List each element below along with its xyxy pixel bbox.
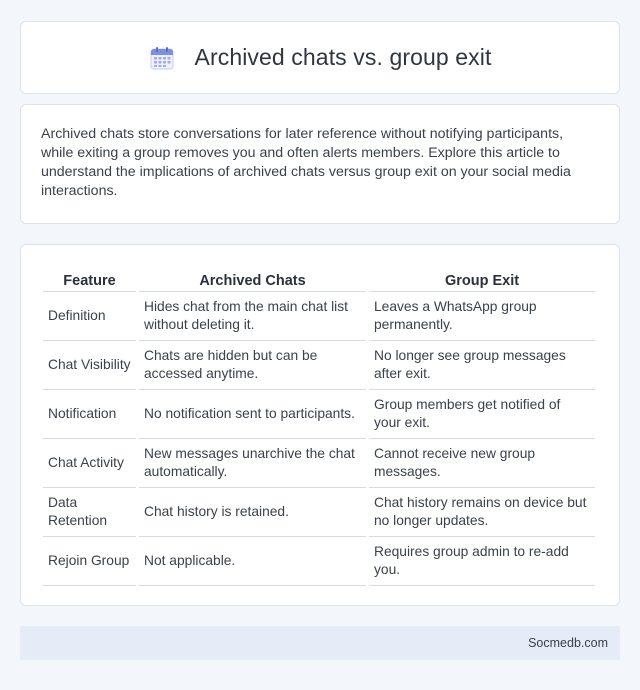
cell-feature: Definition: [43, 292, 136, 341]
footer-site-name: Socmedb.com: [528, 636, 608, 650]
cell-exit: Cannot receive new group messages.: [369, 439, 595, 488]
comparison-table: [40, 265, 598, 586]
cell-feature: Chat Activity: [43, 439, 136, 488]
cell-archived: Hides chat from the main chat list without deleting it.: [139, 292, 366, 341]
cell-archived: No notification sent to participants.: [139, 390, 366, 439]
page-title: Archived chats vs. group exit: [194, 44, 492, 70]
cell-feature: Chat Visibility: [43, 341, 136, 390]
header-feature: Feature: [43, 265, 136, 292]
cell-exit: Group members get notified of your exit.: [369, 390, 595, 439]
table-header-row: [43, 265, 595, 292]
table-card: [20, 244, 620, 606]
intro-card: [20, 104, 620, 224]
title-wrap: [149, 44, 492, 71]
cell-exit: Requires group admin to re-add you.: [369, 537, 595, 586]
table-row: [43, 537, 595, 586]
intro-paragraph: Archived chats store conversations for later reference without notifying participants, while exiting a group removes you and often alerts members. Explore this article to understand the implications of archived chats versus group exit on your social media interactions.: [41, 126, 571, 199]
table-row: [43, 341, 595, 390]
header-archived-chats: Archived Chats: [139, 265, 366, 292]
footer-bar: [20, 626, 620, 660]
cell-archived: New messages unarchive the chat automatically.: [139, 439, 366, 488]
cell-feature: Rejoin Group: [43, 537, 136, 586]
cell-archived: Chat history is retained.: [139, 488, 366, 537]
cell-feature: Notification: [43, 390, 136, 439]
cell-exit: No longer see group messages after exit.: [369, 341, 595, 390]
header-group-exit: Group Exit: [369, 265, 595, 292]
table-row: [43, 390, 595, 439]
title-card: [20, 21, 620, 94]
table-row: [43, 488, 595, 537]
table-row: [43, 439, 595, 488]
cell-exit: Chat history remains on device but no longer updates.: [369, 488, 595, 537]
table-row: [43, 292, 595, 341]
cell-feature: Data Retention: [43, 488, 136, 537]
cell-exit: Leaves a WhatsApp group permanently.: [369, 292, 595, 341]
cell-archived: Not applicable.: [139, 537, 366, 586]
calendar-icon: [149, 45, 175, 71]
cell-archived: Chats are hidden but can be accessed anytime.: [139, 341, 366, 390]
